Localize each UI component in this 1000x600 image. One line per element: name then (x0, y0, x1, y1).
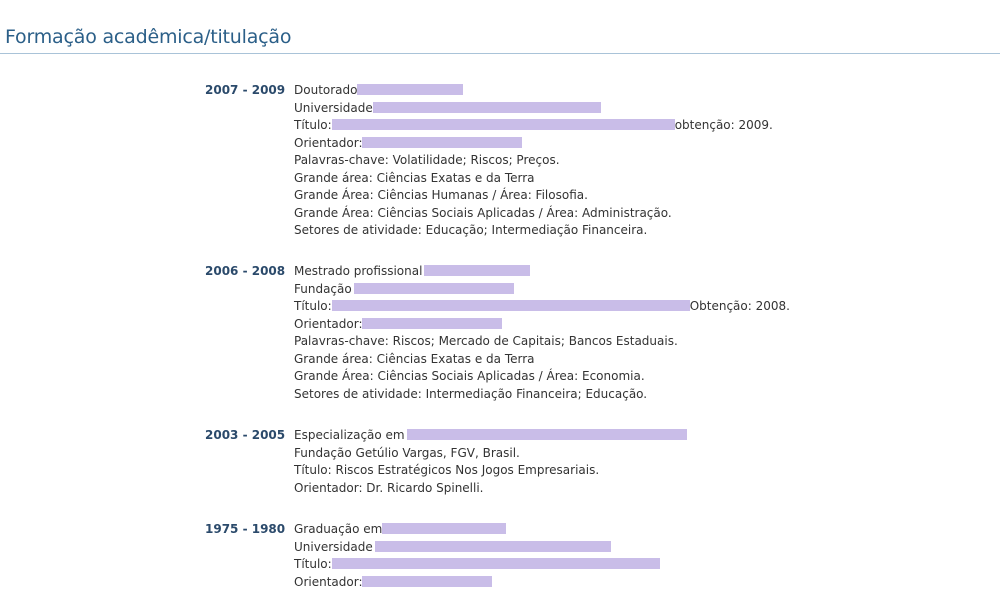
redaction (362, 318, 502, 329)
degree-line: Graduação em (294, 521, 660, 539)
entry-years: 2003 - 2005 (205, 428, 286, 442)
title-line: Título: Obtenção: 2008. (294, 299, 790, 313)
institution-line: Universidade (294, 100, 773, 118)
institution-line: Fundação Getúlio Vargas, FGV, Brasil. (294, 445, 520, 460)
redaction (424, 265, 530, 276)
advisor-line: Orientador: (294, 135, 773, 153)
title-divider (0, 53, 1000, 54)
title-line: Título: (294, 556, 660, 574)
entry-years: 2007 - 2009 (205, 83, 286, 97)
advisor-line: Orientador: (294, 574, 660, 592)
title-line: Título: obtenção: 2009. (294, 118, 773, 132)
area-line: Grande Área: Ciências Sociais Aplicadas / Área: Administração. (294, 205, 672, 220)
area-line: Grande Área: Ciências Humanas / Área: Filosofia. (294, 188, 588, 202)
institution-line: Fundação (294, 281, 790, 299)
redaction (375, 541, 611, 552)
redaction (332, 300, 690, 311)
degree-line: Mestrado profissional (294, 263, 790, 281)
redaction (382, 523, 506, 534)
redaction (332, 119, 675, 130)
area-line: Grande Área: Ciências Sociais Aplicadas / Área: Economia. (294, 369, 645, 383)
area-line: Grande área: Ciências Exatas e da Terra (294, 351, 535, 366)
keywords-line: Palavras-chave: Volatilidade; Riscos; Preços. (294, 153, 560, 167)
advisor-line: Orientador: Dr. Ricardo Spinelli. (294, 480, 484, 495)
redaction (362, 137, 522, 148)
entry-years: 2006 - 2008 (205, 264, 286, 278)
keywords-line: Palavras-chave: Riscos; Mercado de Capitais; Bancos Estaduais. (294, 334, 678, 348)
degree-line: Doutorado (294, 82, 773, 100)
redaction (407, 429, 687, 440)
entry-years: 1975 - 1980 (205, 522, 286, 536)
redaction (354, 283, 514, 294)
sectors-line: Setores de atividade: Intermediação Financeira; Educação. (294, 386, 648, 401)
section-title: Formação acadêmica/titulação (5, 26, 292, 48)
institution-line: Universidade (294, 539, 660, 557)
redaction (332, 558, 660, 569)
degree-line: Especialização em (294, 427, 687, 445)
sectors-line: Setores de atividade: Educação; Intermediação Financeira. (294, 223, 648, 237)
redaction (357, 84, 463, 95)
redaction (362, 576, 492, 587)
redaction (373, 102, 601, 113)
advisor-line: Orientador: (294, 316, 790, 334)
title-line: Título: Riscos Estratégicos Nos Jogos Empresariais. (294, 463, 600, 477)
area-line: Grande área: Ciências Exatas e da Terra (294, 170, 535, 185)
